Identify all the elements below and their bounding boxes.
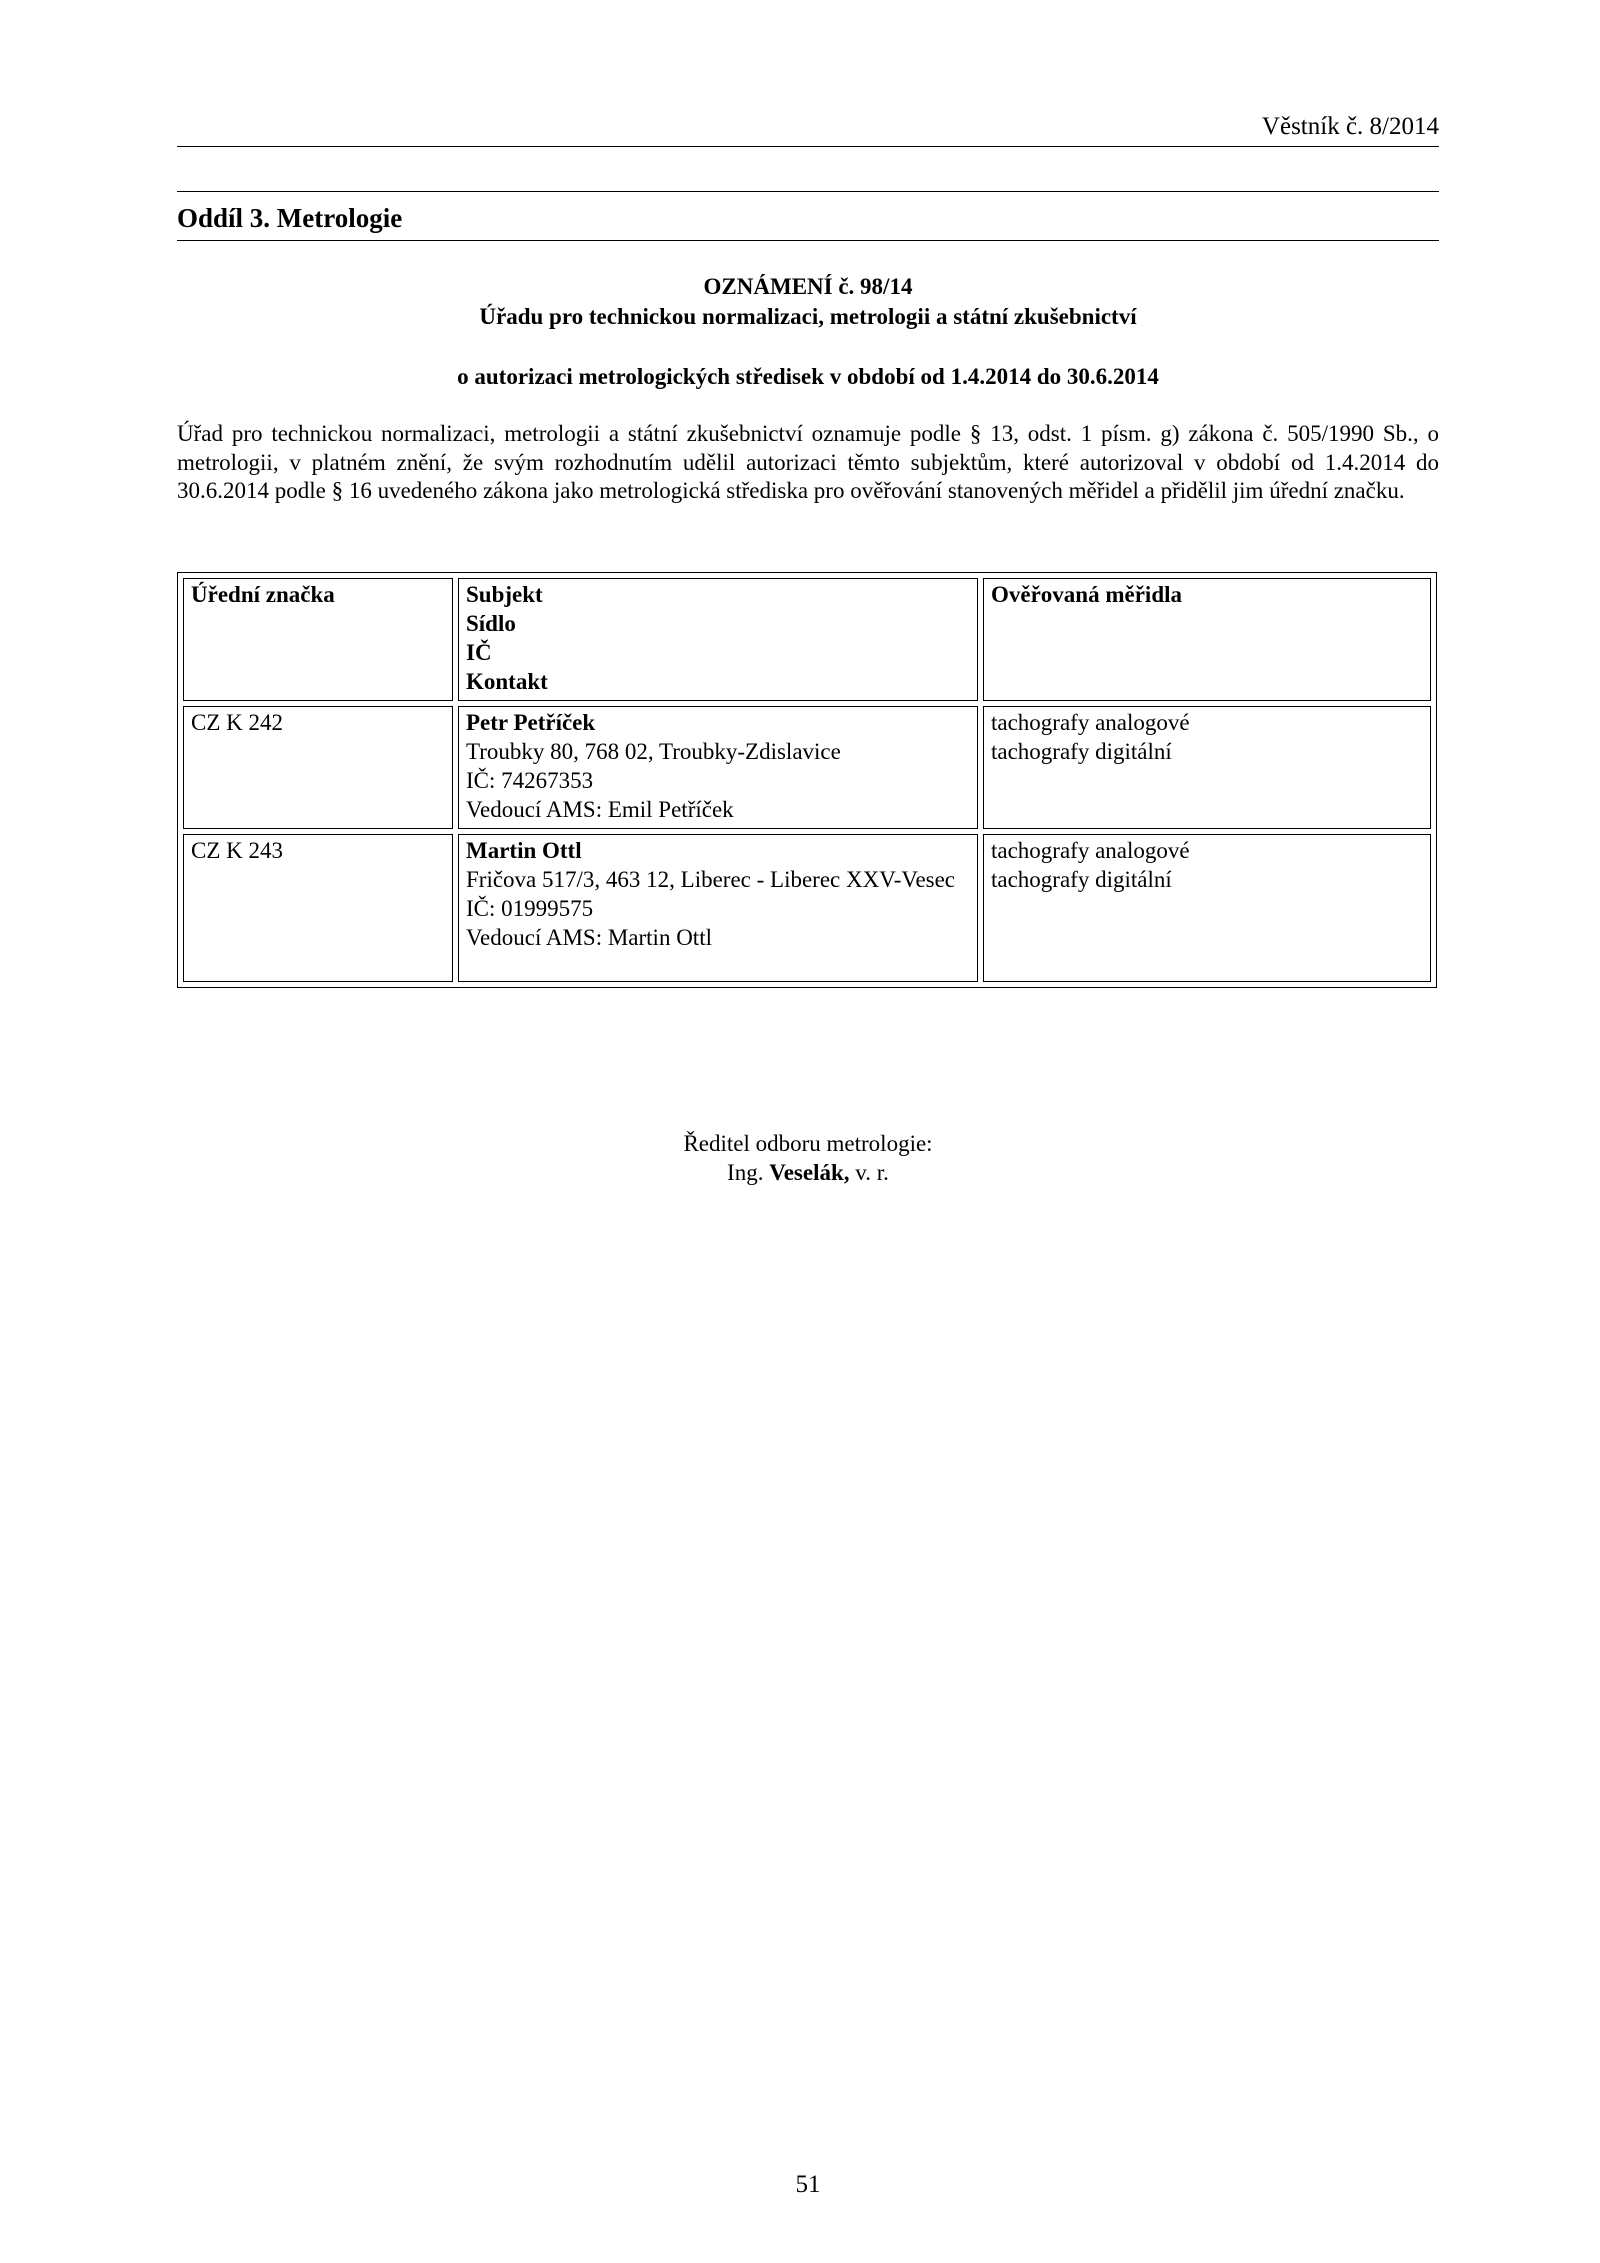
signature-suffix: v. r. [855, 1160, 889, 1185]
table-row [183, 706, 1431, 829]
header-subject [458, 578, 978, 701]
header-ico-label: IČ [466, 640, 492, 665]
row-instruments [983, 834, 1431, 982]
subject-address: Troubky 80, 768 02, Troubky-Zdislavice [466, 739, 841, 764]
row-instruments [983, 706, 1431, 829]
notice-number: OZNÁMENÍ č. 98/14 [703, 274, 913, 299]
subject-contact: Vedoucí AMS: Martin Ottl [466, 925, 712, 950]
signature-line [177, 1158, 1439, 1187]
page-number: 51 [795, 2171, 821, 2198]
row-subject [458, 834, 978, 982]
signature-role: Ředitel odboru metrologie: [683, 1131, 933, 1156]
instrument-item: tachografy analogové [991, 838, 1190, 863]
header-instruments: Ověřovaná měřidla [983, 578, 1431, 701]
journal-issue: Věstník č. 8/2014 [1261, 113, 1439, 140]
notice-issuer: Úřadu pro technickou normalizaci, metrologii a státní zkušebnictví [479, 304, 1137, 329]
subject-contact: Vedoucí AMS: Emil Petříček [466, 797, 734, 822]
row-mark: CZ K 242 [183, 706, 453, 829]
header-subject-label: Subjekt [466, 582, 543, 607]
header-rule [177, 146, 1439, 147]
header-seat-label: Sídlo [466, 611, 516, 636]
instrument-item: tachografy analogové [991, 710, 1190, 735]
signature-prefix: Ing. [727, 1160, 764, 1185]
subject-name: Petr Petříček [466, 710, 596, 735]
table-row [183, 834, 1431, 982]
notice-subject: o autorizaci metrologických středisek v období od 1.4.2014 do 30.6.2014 [457, 364, 1159, 389]
row-subject [458, 706, 978, 829]
header-mark: Úřední značka [183, 578, 453, 701]
subject-ico: IČ: 01999575 [466, 896, 594, 921]
instrument-item: tachografy digitální [991, 739, 1172, 764]
signature-block [177, 1129, 1439, 1187]
signature-name: Veselák, [769, 1160, 850, 1185]
subject-address: Fričova 517/3, 463 12, Liberec - Liberec XXV-Vesec [466, 867, 956, 892]
section-rule-bottom [177, 240, 1439, 241]
row-mark: CZ K 243 [183, 834, 453, 982]
section-rule-top [177, 191, 1439, 192]
notice-body: Úřad pro technickou normalizaci, metrologii a státní zkušebnictví oznamuje podle § 13, odst. 1 písm. g) zákona č. 505/1990 Sb., o metrologii, v platném znění, že svým rozhodnutím udělil autorizaci těmto subjektům, které autorizoval v období od 1.4.2014 do 30.6.2014 podle § 16 uvedeného zákona jako metrologická střediska pro ověřování stanovených měřidel a přidělil jim úřední značku. [177, 421, 1439, 503]
authorization-table [177, 572, 1437, 988]
section-title: Oddíl 3. Metrologie [177, 203, 403, 233]
table-header-row [183, 578, 1431, 701]
header-contact-label: Kontakt [466, 669, 548, 694]
instrument-item: tachografy digitální [991, 867, 1172, 892]
subject-ico: IČ: 74267353 [466, 768, 594, 793]
subject-name: Martin Ottl [466, 838, 582, 863]
